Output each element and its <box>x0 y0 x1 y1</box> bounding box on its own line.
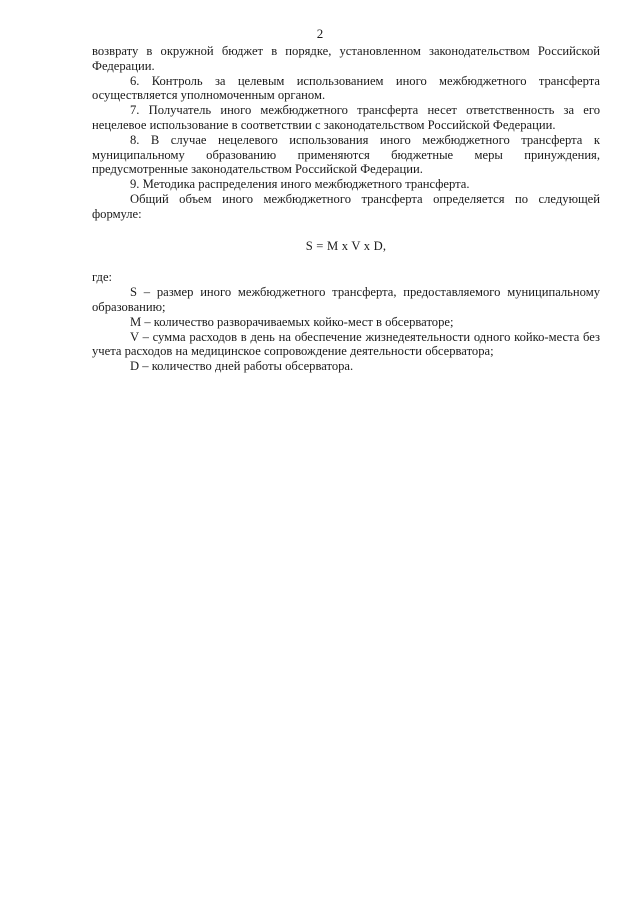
page-number: 2 <box>316 26 324 41</box>
where-label: где: <box>92 270 113 285</box>
paragraph-continuation: возврату в окружной бюджет в порядке, установленном законодательством Российской Федерации. <box>92 44 600 73</box>
definition-m: M – количество разворачиваемых койко-мест в обсерваторе; <box>130 314 454 329</box>
paragraph-8: 8. В случае нецелевого использования иного межбюджетного трансферта к муниципальному образованию применяются бюджетные меры принуждения, предусмотренные законодательством Российской Федерации. <box>92 132 600 177</box>
document-body <box>92 44 600 374</box>
paragraph-9: 9. Методика распределения иного межбюджетного трансферта. <box>130 177 470 192</box>
paragraph-6: 6. Контроль за целевым использованием иного межбюджетного трансферта осуществляется уполномоченным органом. <box>92 73 600 103</box>
definition-s: S – размер иного межбюджетного трансферта, предоставляемого муниципальному образованию; <box>92 285 600 314</box>
definitions-list <box>92 285 600 374</box>
definition-d: D – количество дней работы обсерватора. <box>130 359 354 374</box>
definition-v: V – сумма расходов в день на обеспечение жизнедеятельности одного койко-места без учета расходов на медицинское сопровождение деятельности обсерватора; <box>92 329 600 359</box>
paragraph-7: 7. Получатель иного межбюджетного трансферта несет ответственность за его нецелевое использование в соответствии с законодательством Российской Федерации. <box>92 103 600 132</box>
formula: S = M x V x D, <box>305 238 387 253</box>
paragraph-formula-intro: Общий объем иного межбюджетного трансферта определяется по следующей формуле: <box>92 191 600 221</box>
